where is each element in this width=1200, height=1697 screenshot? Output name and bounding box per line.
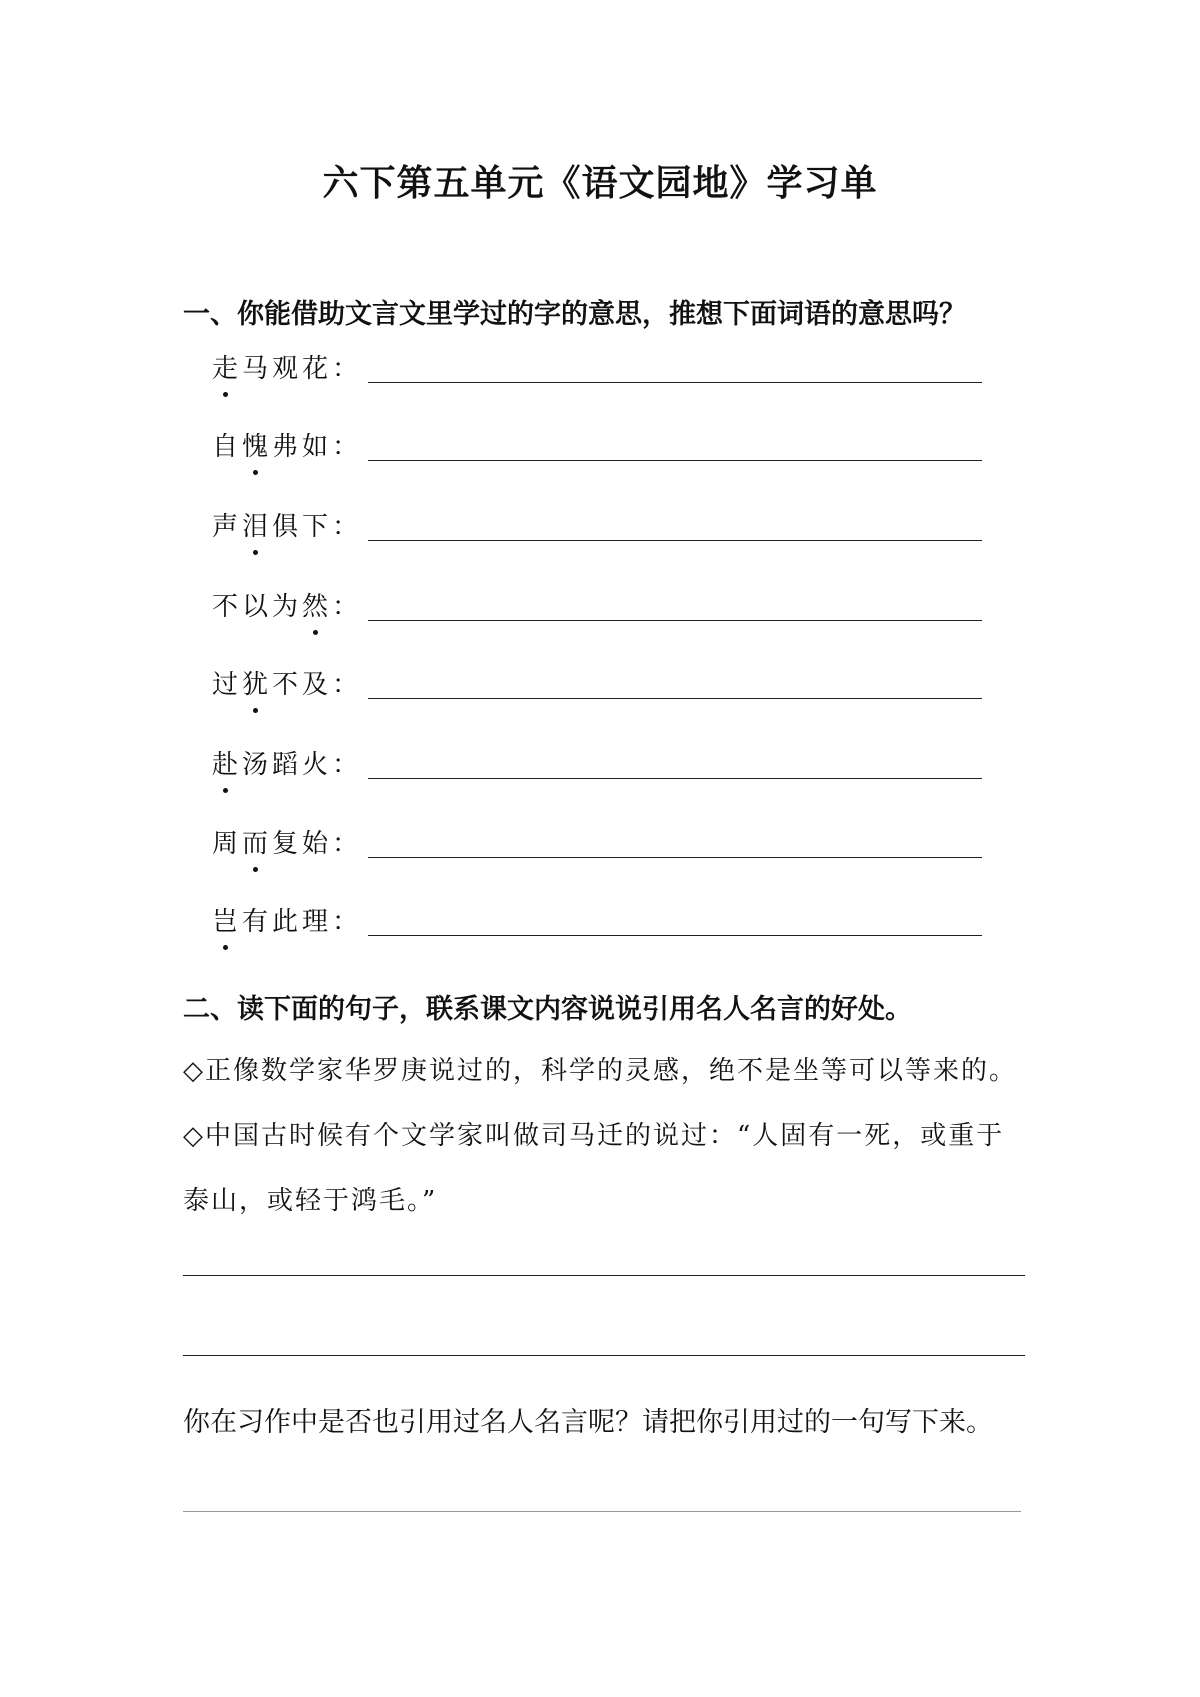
idiom-char: 过 <box>212 670 243 700</box>
section-1-heading: 一、你能借助文言文里学过的字的意思，推想下面词语的意思吗？ <box>183 299 966 330</box>
idiom-char: 马 <box>242 354 273 384</box>
page-title: 六下第五单元《语文园地》学习单 <box>322 163 878 204</box>
idiom-row <box>212 583 982 627</box>
idiom-answer-line[interactable] <box>368 856 982 858</box>
idiom-answer-line[interactable] <box>368 934 982 936</box>
idiom-row <box>212 898 982 942</box>
idiom-colon: ： <box>332 354 363 384</box>
emphasized-char: 岂 <box>212 902 242 942</box>
idiom-answer-line[interactable] <box>368 619 982 621</box>
idiom-char: 如 <box>302 432 333 462</box>
idiom-answer-line[interactable] <box>368 697 982 699</box>
idiom-char: 汤 <box>242 750 273 780</box>
answer-line-1[interactable] <box>183 1275 1025 1276</box>
idiom-colon: ： <box>332 592 363 622</box>
idiom-row <box>212 661 982 705</box>
idiom-colon: ： <box>332 432 363 462</box>
idiom-answer-line[interactable] <box>368 459 982 461</box>
quote-sentence-1: ◇正像数学家华罗庚说过的，科学的灵感，绝不是坐等可以等来的。 <box>183 1056 1017 1086</box>
idiom-colon: ： <box>332 907 363 937</box>
idiom-colon: ： <box>332 670 363 700</box>
emphasized-char: 赴 <box>212 745 242 785</box>
idiom-char: 弗 <box>272 432 303 462</box>
idiom-char: 自 <box>212 432 243 462</box>
idiom-char: 始 <box>302 829 333 859</box>
quote-prompt: 你在习作中是否也引用过名人名言呢？请把你引用过的一句写下来。 <box>183 1407 993 1438</box>
idiom-row <box>212 503 982 547</box>
idiom-label <box>212 507 362 547</box>
emphasized-char: 犹 <box>242 665 272 705</box>
idiom-colon: ： <box>332 512 363 542</box>
emphasized-char: 愧 <box>242 427 272 467</box>
idiom-char: 下 <box>302 512 333 542</box>
idiom-row <box>212 345 982 389</box>
answer-line-3[interactable] <box>183 1511 1021 1512</box>
idiom-char: 不 <box>212 592 243 622</box>
idiom-char: 蹈 <box>272 750 303 780</box>
emphasized-char: 然 <box>302 587 332 627</box>
idiom-char: 不 <box>272 670 303 700</box>
idiom-char: 及 <box>302 670 333 700</box>
idiom-char: 俱 <box>272 512 303 542</box>
emphasized-char: 泪 <box>242 507 272 547</box>
idiom-colon: ： <box>332 750 363 780</box>
emphasized-char: 而 <box>242 824 272 864</box>
idiom-label <box>212 745 362 785</box>
idiom-row <box>212 741 982 785</box>
idiom-char: 观 <box>272 354 303 384</box>
idiom-char: 有 <box>242 907 273 937</box>
quote-sentence-2-line-2: 泰山，或轻于鸿毛。” <box>183 1186 438 1216</box>
idiom-label <box>212 824 362 864</box>
idiom-label <box>212 349 362 389</box>
idiom-label <box>212 587 362 627</box>
section-2-heading: 二、读下面的句子，联系课文内容说说引用名人名言的好处。 <box>183 994 912 1025</box>
idiom-char: 为 <box>272 592 303 622</box>
idiom-row <box>212 423 982 467</box>
idiom-label <box>212 665 362 705</box>
quote-sentence-2-line-1: ◇中国古时候有个文学家叫做司马迁的说过：“人固有一死，或重于 <box>183 1121 1005 1151</box>
idiom-row <box>212 820 982 864</box>
idiom-char: 周 <box>212 829 243 859</box>
idiom-char: 声 <box>212 512 243 542</box>
idiom-char: 复 <box>272 829 303 859</box>
idiom-label <box>212 902 362 942</box>
idiom-char: 火 <box>302 750 333 780</box>
emphasized-char: 走 <box>212 349 242 389</box>
idiom-char: 理 <box>302 907 333 937</box>
idiom-label <box>212 427 362 467</box>
idiom-answer-line[interactable] <box>368 539 982 541</box>
idiom-char: 以 <box>242 592 273 622</box>
idiom-char: 花 <box>302 354 333 384</box>
idiom-char: 此 <box>272 907 303 937</box>
idiom-answer-line[interactable] <box>368 381 982 383</box>
answer-line-2[interactable] <box>183 1355 1025 1356</box>
idiom-colon: ： <box>332 829 363 859</box>
idiom-answer-line[interactable] <box>368 777 982 779</box>
